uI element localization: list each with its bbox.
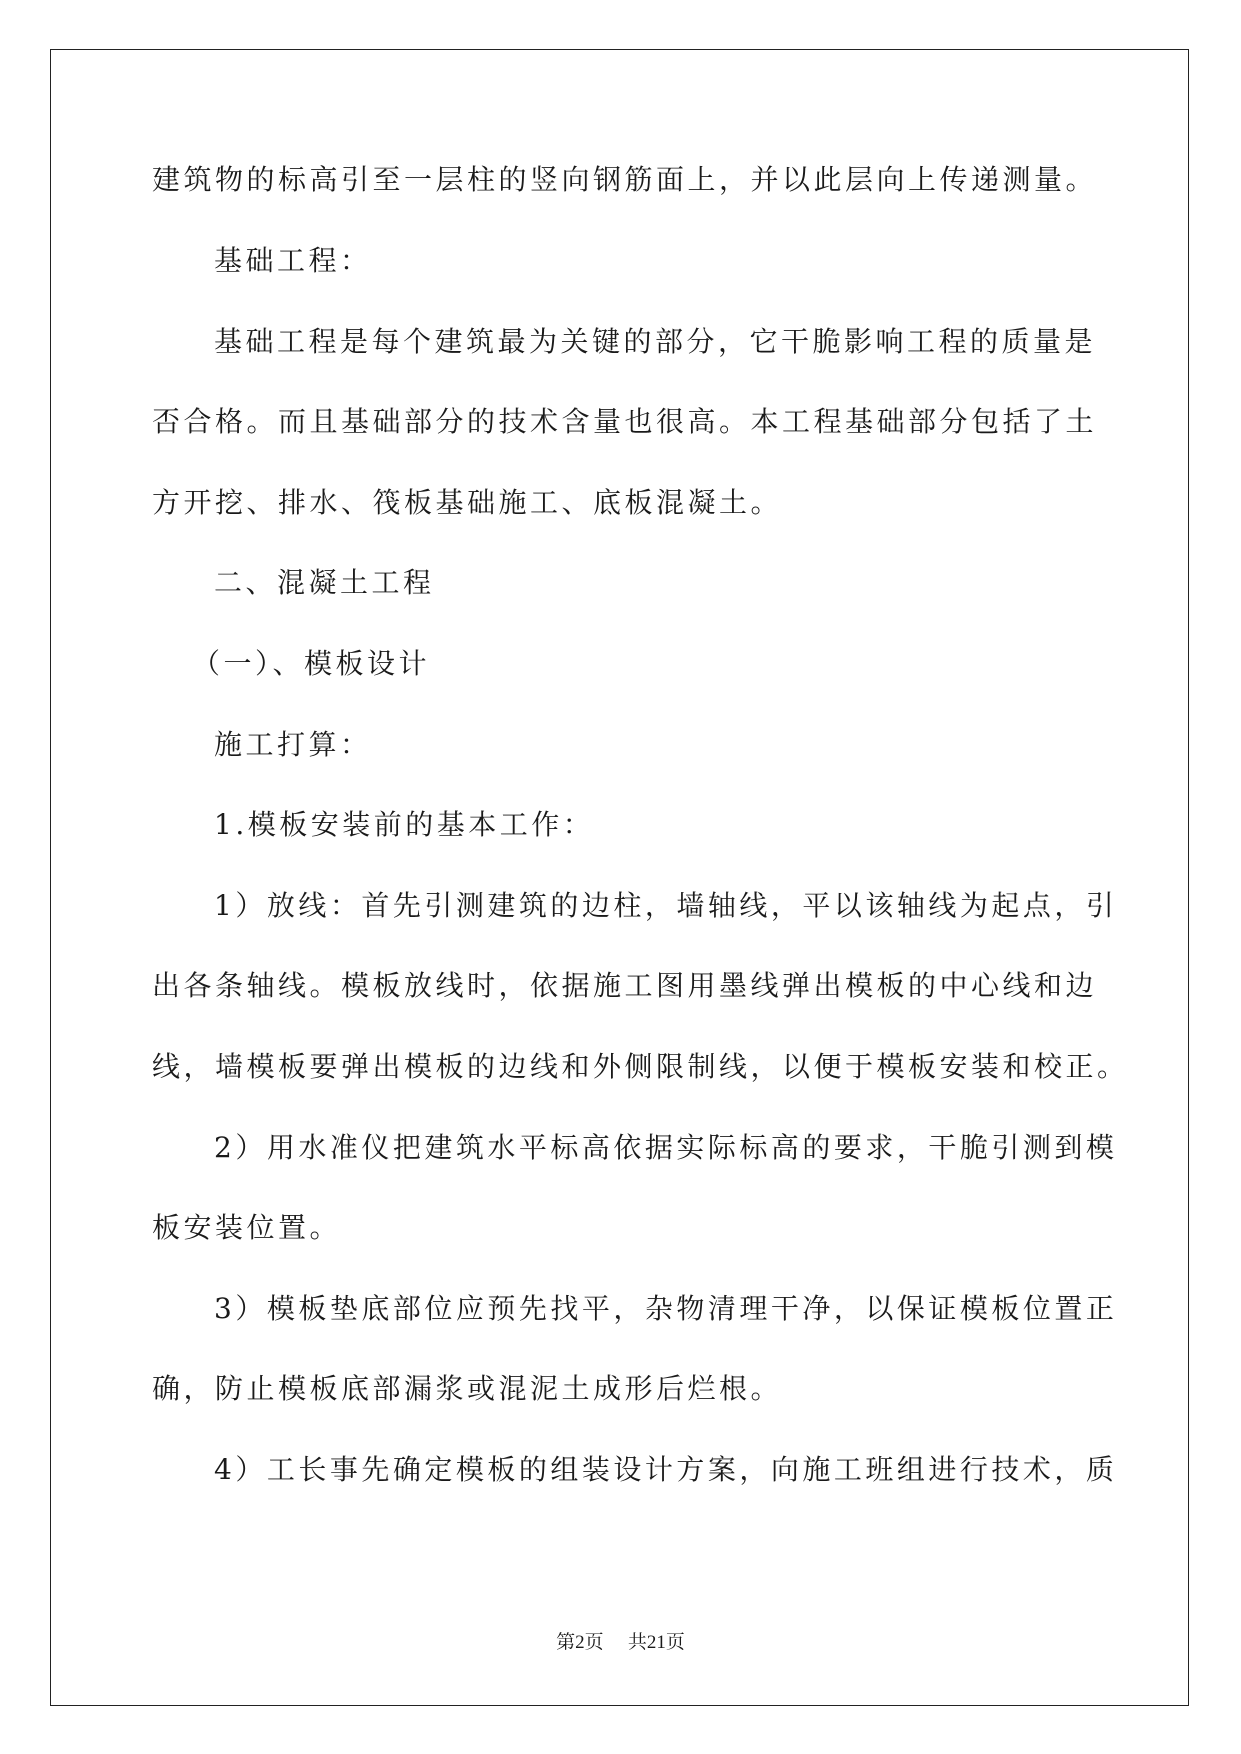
paragraph-line: 确，防止模板底部漏浆或混泥土成形后烂根。 <box>152 1372 783 1405</box>
paragraph-line: 板安装位置。 <box>152 1211 342 1244</box>
paragraph-line: 建筑物的标高引至一层柱的竖向钢筋面上，并以此层向上传递测量。 <box>152 163 1098 196</box>
total-prefix: 共 <box>627 1631 647 1653</box>
section-heading: 施工打算： <box>214 728 372 761</box>
paragraph-line: 1）放线：首先引测建筑的边柱，墙轴线，平以该轴线为起点，引 <box>214 889 1118 922</box>
section-heading: 基础工程： <box>214 244 372 277</box>
total-pages: 21 <box>646 1632 666 1653</box>
paragraph-line: 线，墙模板要弹出模板的边线和外侧限制线，以便于模板安装和校正。 <box>152 1050 1129 1083</box>
paragraph-line: 否合格。而且基础部分的技术含量也很高。本工程基础部分包括了土 <box>152 405 1098 438</box>
paragraph-line: 4）工长事先确定模板的组装设计方案，向施工班组进行技术，质 <box>214 1453 1118 1486</box>
page-prefix: 第 <box>556 1631 576 1653</box>
paragraph-line: 基础工程是每个建筑最为关键的部分，它干脆影响工程的质量是 <box>214 325 1097 358</box>
paragraph-line: 方开挖、排水、筏板基础施工、底板混凝土。 <box>152 486 783 519</box>
page-number: 2 <box>575 1632 585 1653</box>
page-suffix: 页 <box>584 1631 604 1653</box>
paragraph-line: 出各条轴线。模板放线时，依据施工图用墨线弹出模板的中心线和边 <box>152 969 1098 1002</box>
total-suffix: 页 <box>665 1631 685 1653</box>
list-heading: 1.模板安装前的基本工作： <box>214 808 595 841</box>
subsection-heading: （一）、模板设计 <box>192 647 431 680</box>
paragraph-line: 3）模板垫底部位应预先找平，杂物清理干净，以保证模板位置正 <box>214 1292 1118 1325</box>
paragraph-line: 2）用水准仪把建筑水平标高依据实际标高的要求，干脆引测到模 <box>214 1131 1118 1164</box>
page-footer <box>0 1627 1241 1654</box>
section-heading: 二、混凝土工程 <box>214 566 435 599</box>
